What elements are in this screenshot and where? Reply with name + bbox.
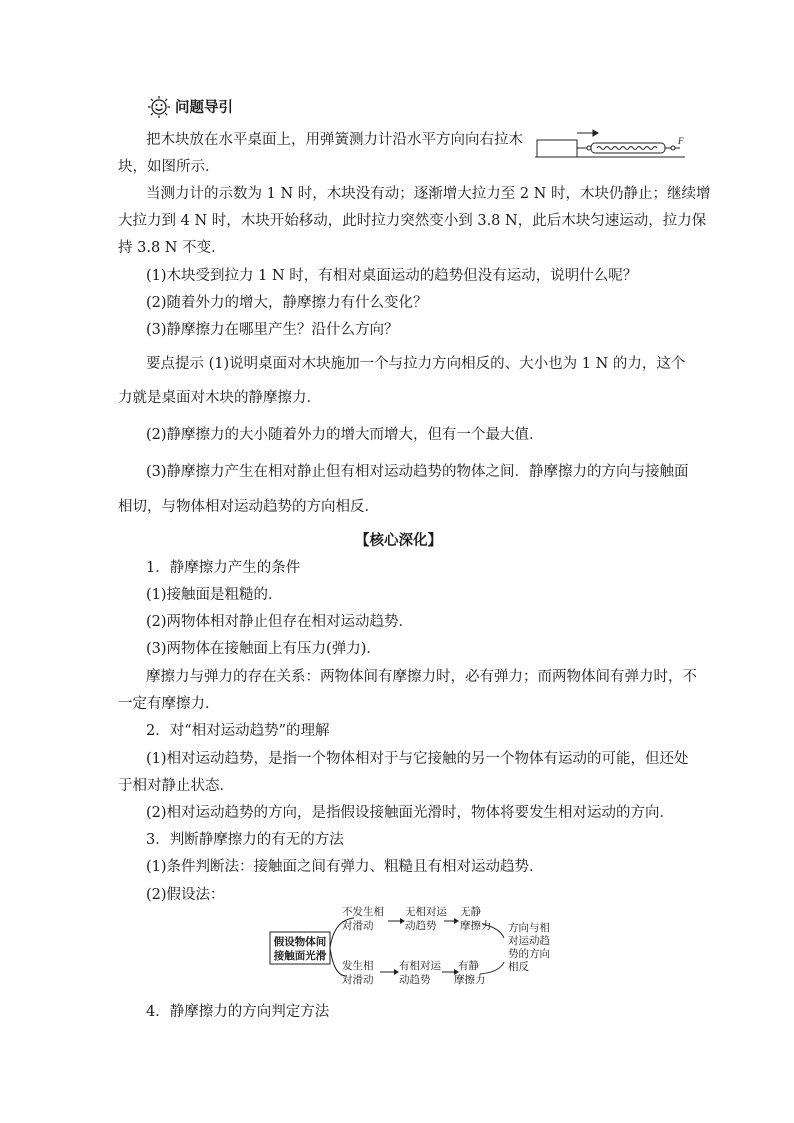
answer-line: 要点提示 (1)说明桌面对木块施加一个与拉力方向相反的、大小也为 1 N 的力，这个	[146, 356, 686, 372]
question-3: (3)静摩擦力在哪里产生？沿什么方向？	[146, 322, 399, 338]
flowchart-top-1a: 不发生相	[342, 906, 384, 918]
paragraph-line: (2)相对运动趋势的方向，是指假设接触面光滑时，物体将要发生相对运动的方向．	[146, 805, 675, 821]
paragraph-line: 持 3.8 N 不变．	[118, 240, 226, 256]
answer-line: (3)静摩擦力产生在相对静止但有相对运动趋势的物体之间．静摩擦力的方向与接触面	[146, 464, 689, 480]
force-label-f: F	[678, 136, 684, 146]
list-item: (2)两物体相对静止但存在相对运动趋势．	[146, 614, 414, 630]
flowchart-bot-2a: 有相对运	[399, 960, 441, 972]
list-item: (1)接触面是粗糙的．	[146, 587, 283, 603]
question-2: (2)随着外力的增大，静摩擦力有什么变化？	[146, 295, 428, 311]
list-item: (2)假设法：	[146, 887, 225, 903]
core-heading: 【核心深化】	[355, 532, 442, 549]
subheading-3: 3．判断静摩擦力的有无的方法	[146, 832, 344, 848]
flowchart-bot-1a: 发生相	[342, 960, 374, 972]
list-item: (1)条件判断法：接触面之间有弹力、粗糙且有相对运动趋势．	[146, 859, 544, 875]
flowchart-top-3b: 摩擦力	[460, 920, 492, 932]
answer-line: 力就是桌面对木块的静摩擦力．	[118, 390, 321, 406]
paragraph-line: 当测力计的示数为 1 N 时，木块没有动；逐渐增大拉力至 2 N 时，木块仍静止；继续增	[146, 186, 711, 202]
intro-line-2: 块，如图所示．	[118, 159, 220, 175]
paragraph-line: 摩擦力与弹力的存在关系：两物体间有摩擦力时，必有弹力；而两物体间有弹力时，不	[146, 669, 697, 685]
flowchart-top-3a: 无静	[460, 906, 481, 918]
subheading-4: 4．静摩擦力的方向判定方法	[146, 1004, 330, 1020]
flowchart-bot-2b: 动趋势	[399, 974, 431, 986]
section-title-guide: 问题导引	[175, 99, 233, 116]
flowchart-top-2a: 无相对运	[405, 906, 447, 918]
flowchart-top-2b: 动趋势	[405, 920, 437, 932]
flowchart-note-3: 势的方向	[508, 948, 550, 960]
paragraph-line: 大拉力到 4 N 时，木块开始移动，此时拉力突然变小到 3.8 N，此后木块匀速运动，拉力保	[118, 213, 707, 229]
question-1: (1)木块受到拉力 1 N 时，有相对桌面运动的趋势但没有运动，说明什么呢？	[146, 268, 638, 284]
flowchart-bot-3a: 有静	[458, 960, 479, 972]
flowchart-note-1: 方向与相	[508, 922, 550, 934]
flowchart-note-4: 相反	[508, 961, 529, 973]
answer-line: (2)静摩擦力的大小随着外力的增大而增大，但有一个最大值．	[146, 427, 544, 443]
answer-line: 相切，与物体相对运动趋势的方向相反．	[118, 499, 379, 515]
subheading-2: 2．对“相对运动趋势”的理解	[146, 723, 330, 739]
intro-line-1: 把木块放在水平桌面上，用弹簧测力计沿水平方向向右拉木	[146, 132, 523, 148]
assumption-flowchart	[268, 900, 568, 995]
paragraph-line: 一定有摩擦力．	[118, 696, 220, 712]
subheading-1: 1．静摩擦力产生的条件	[146, 560, 301, 576]
paragraph-line: (1)相对运动趋势，是指一个物体相对于与它接触的另一个物体有运动的可能，但还处	[146, 751, 689, 767]
flowchart-top-1b: 对滑动	[342, 920, 374, 932]
flowchart-bot-3b: 摩擦力	[454, 974, 486, 986]
smiley-sun-icon	[147, 95, 171, 119]
list-item: (3)两物体在接触面上有压力(弹力)．	[146, 641, 381, 657]
flowchart-bot-1b: 对滑动	[342, 974, 374, 986]
paragraph-line: 于相对静止状态．	[118, 778, 234, 794]
flowchart-start-line-1: 假设物体间	[273, 936, 327, 948]
flowchart-note-2: 对运动趋	[508, 935, 550, 947]
flowchart-start-line-2: 接触面光滑	[273, 950, 327, 962]
spring-scale-figure	[535, 128, 685, 160]
